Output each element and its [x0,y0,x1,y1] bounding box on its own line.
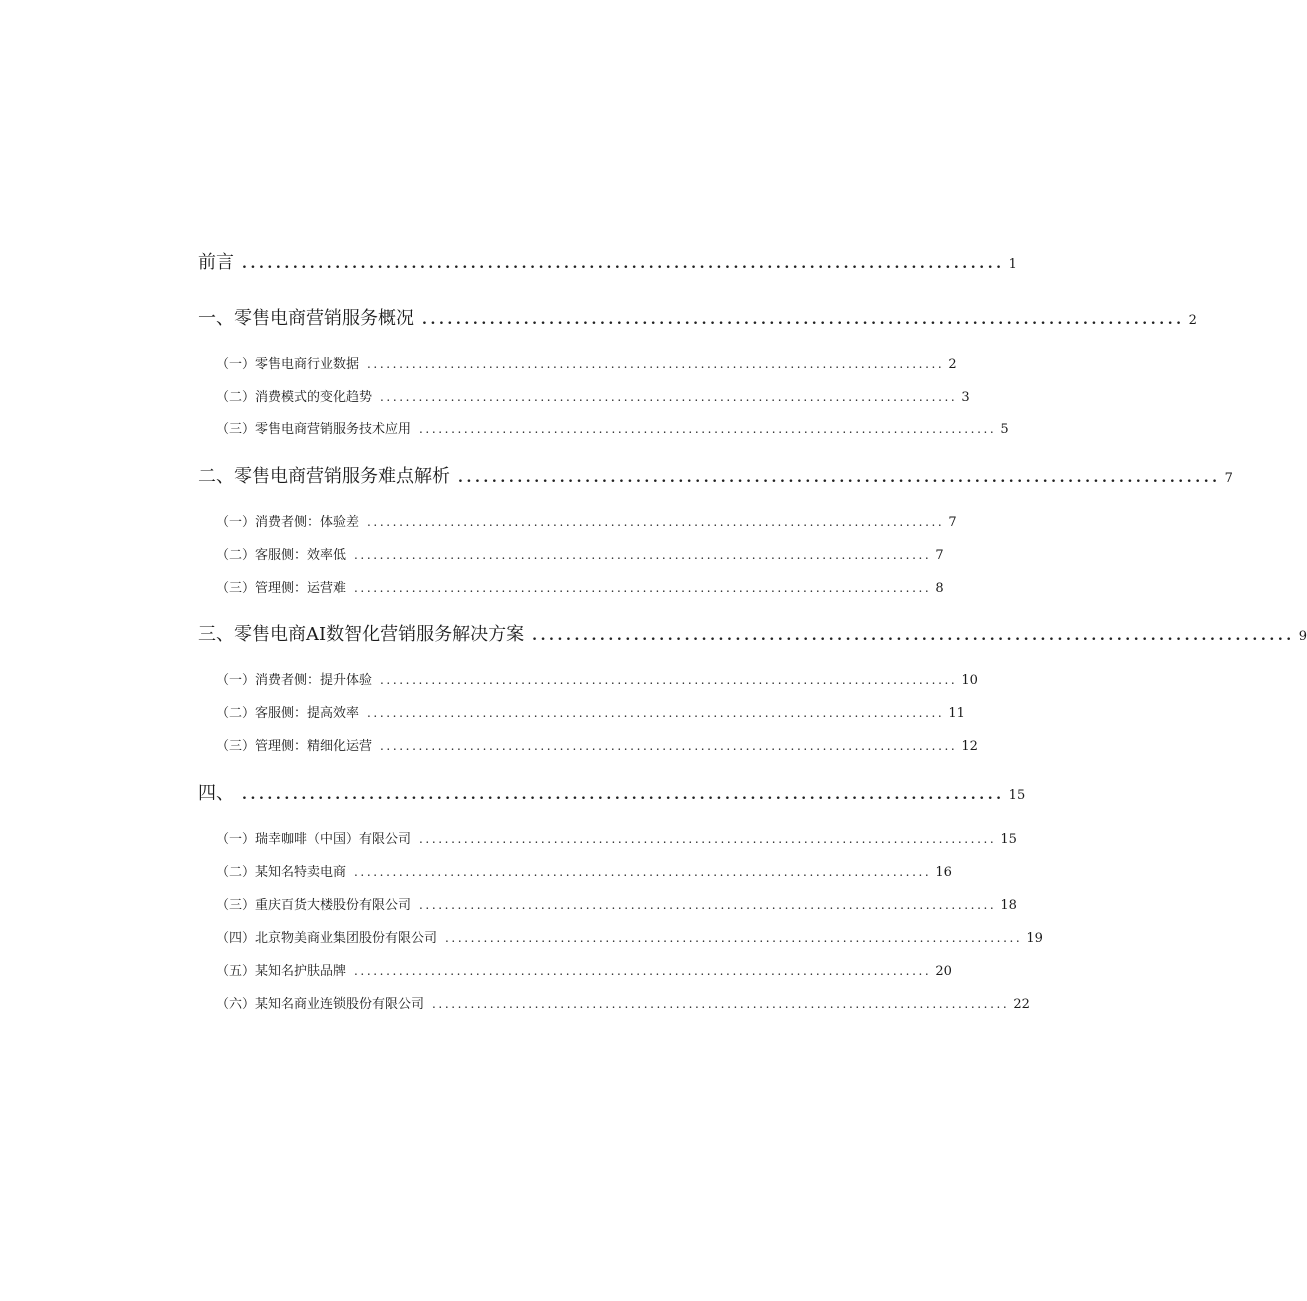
toc-entry-page: 15 [1008,788,1026,803]
toc-entry-page: 2 [1188,313,1197,328]
toc-entry-section[interactable] [198,353,957,372]
toc-entry-section[interactable] [198,828,1017,847]
toc-entry-label: 前言 [198,252,234,273]
toc-leader-dots: .......................................................................................... [380,673,958,687]
toc-entry-section[interactable] [198,861,952,880]
toc-entry-label: （六）某知名商业连锁股份有限公司 [216,997,425,1012]
toc-entry-page: 9 [1298,629,1307,644]
toc-entry-page: 19 [1026,931,1043,946]
toc-leader-dots: .......................................................................................... [367,357,945,371]
toc-entry-page: 12 [961,739,978,754]
toc-entry-page: 7 [935,548,944,563]
toc-entry-label: （一）消费者侧：提升体验 [216,673,373,688]
toc-leader-dots: .......................................................................................... [242,787,1005,803]
toc-entry-label: （二）消费模式的变化趋势 [216,390,373,405]
toc-entry-page: 16 [935,865,952,880]
toc-entry-page: 5 [1000,422,1009,437]
toc-leader-dots: .......................................................................................... [242,256,1005,272]
toc-leader-dots: .......................................................................................... [419,898,997,912]
toc-entry-page: 15 [1000,832,1017,847]
toc-entry-page: 11 [948,706,965,721]
toc-entry-section[interactable] [198,418,1009,437]
toc-leader-dots: .......................................................................................... [445,931,1023,945]
toc-leader-dots: .......................................................................................... [354,865,932,879]
toc-leader-dots: .......................................................................................... [458,470,1221,486]
toc-entry-page: 10 [961,673,978,688]
toc-entry-page: 1 [1008,257,1017,272]
toc-leader-dots: .......................................................................................... [432,997,1010,1011]
toc-entry-preface[interactable] [198,248,1017,274]
toc-entry-section[interactable] [198,577,944,596]
toc-entry-label: （三）重庆百货大楼股份有限公司 [216,898,412,913]
toc-leader-dots: .......................................................................................... [354,548,932,562]
toc-entry-page: 7 [1224,471,1233,486]
toc-entry-page: 3 [961,390,970,405]
toc-entry-label: （一）零售电商行业数据 [216,357,360,372]
toc-entry-chapter-4[interactable] [198,779,1026,805]
toc-entry-label: 三、零售电商AI数智化营销服务解决方案 [198,624,525,645]
toc-entry-label: 四、 [198,783,234,804]
toc-leader-dots: .......................................................................................... [419,832,997,846]
toc-entry-section[interactable] [198,702,965,721]
toc-entry-label: （二）某知名特卖电商 [216,865,347,880]
toc-entry-label: （一）消费者侧：体验差 [216,515,360,530]
toc-leader-dots: .......................................................................................... [367,515,945,529]
toc-entry-label: （五）某知名护肤品牌 [216,964,347,979]
toc-entry-label: （三）管理侧：运营难 [216,581,347,596]
toc-entry-section[interactable] [198,669,978,688]
toc-entry-page: 8 [935,581,944,596]
toc-entry-section[interactable] [198,544,944,563]
toc-entry-section[interactable] [198,960,952,979]
toc-entry-section[interactable] [198,386,970,405]
toc-entry-label: （三）管理侧：精细化运营 [216,739,373,754]
toc-entry-page: 7 [948,515,957,530]
toc-entry-label: （二）客服侧：提高效率 [216,706,360,721]
toc-leader-dots: .......................................................................................... [354,964,932,978]
toc-entry-section[interactable] [198,993,1030,1012]
toc-entry-chapter-2[interactable] [198,462,1233,488]
toc-entry-page: 20 [935,964,952,979]
toc-entry-chapter-3[interactable] [198,620,1307,646]
toc-leader-dots: .......................................................................................... [419,422,997,436]
toc-leader-dots: .......................................................................................... [380,390,958,404]
toc-leader-dots: .......................................................................................... [354,581,932,595]
toc-entry-label: 二、零售电商营销服务难点解析 [198,466,450,487]
toc-entry-page: 18 [1000,898,1017,913]
toc-leader-dots: .......................................................................................... [367,706,945,720]
toc-entry-label: （一）瑞幸咖啡（中国）有限公司 [216,832,412,847]
toc-leader-dots: .......................................................................................... [422,312,1185,328]
toc-entry-label: （四）北京物美商业集团股份有限公司 [216,931,438,946]
toc-entry-chapter-1[interactable] [198,304,1197,330]
toc-entry-section[interactable] [198,894,1017,913]
toc-entry-section[interactable] [198,735,978,754]
toc-leader-dots: .......................................................................................... [532,628,1295,644]
toc-entry-label: （三）零售电商营销服务技术应用 [216,422,412,437]
toc-entry-section[interactable] [198,927,1043,946]
toc-entry-section[interactable] [198,511,957,530]
toc-entry-page: 2 [948,357,957,372]
toc-leader-dots: .......................................................................................... [380,739,958,753]
toc-entry-label: （二）客服侧：效率低 [216,548,347,563]
toc-entry-label: 一、零售电商营销服务概况 [198,308,414,329]
toc-entry-page: 22 [1013,997,1030,1012]
